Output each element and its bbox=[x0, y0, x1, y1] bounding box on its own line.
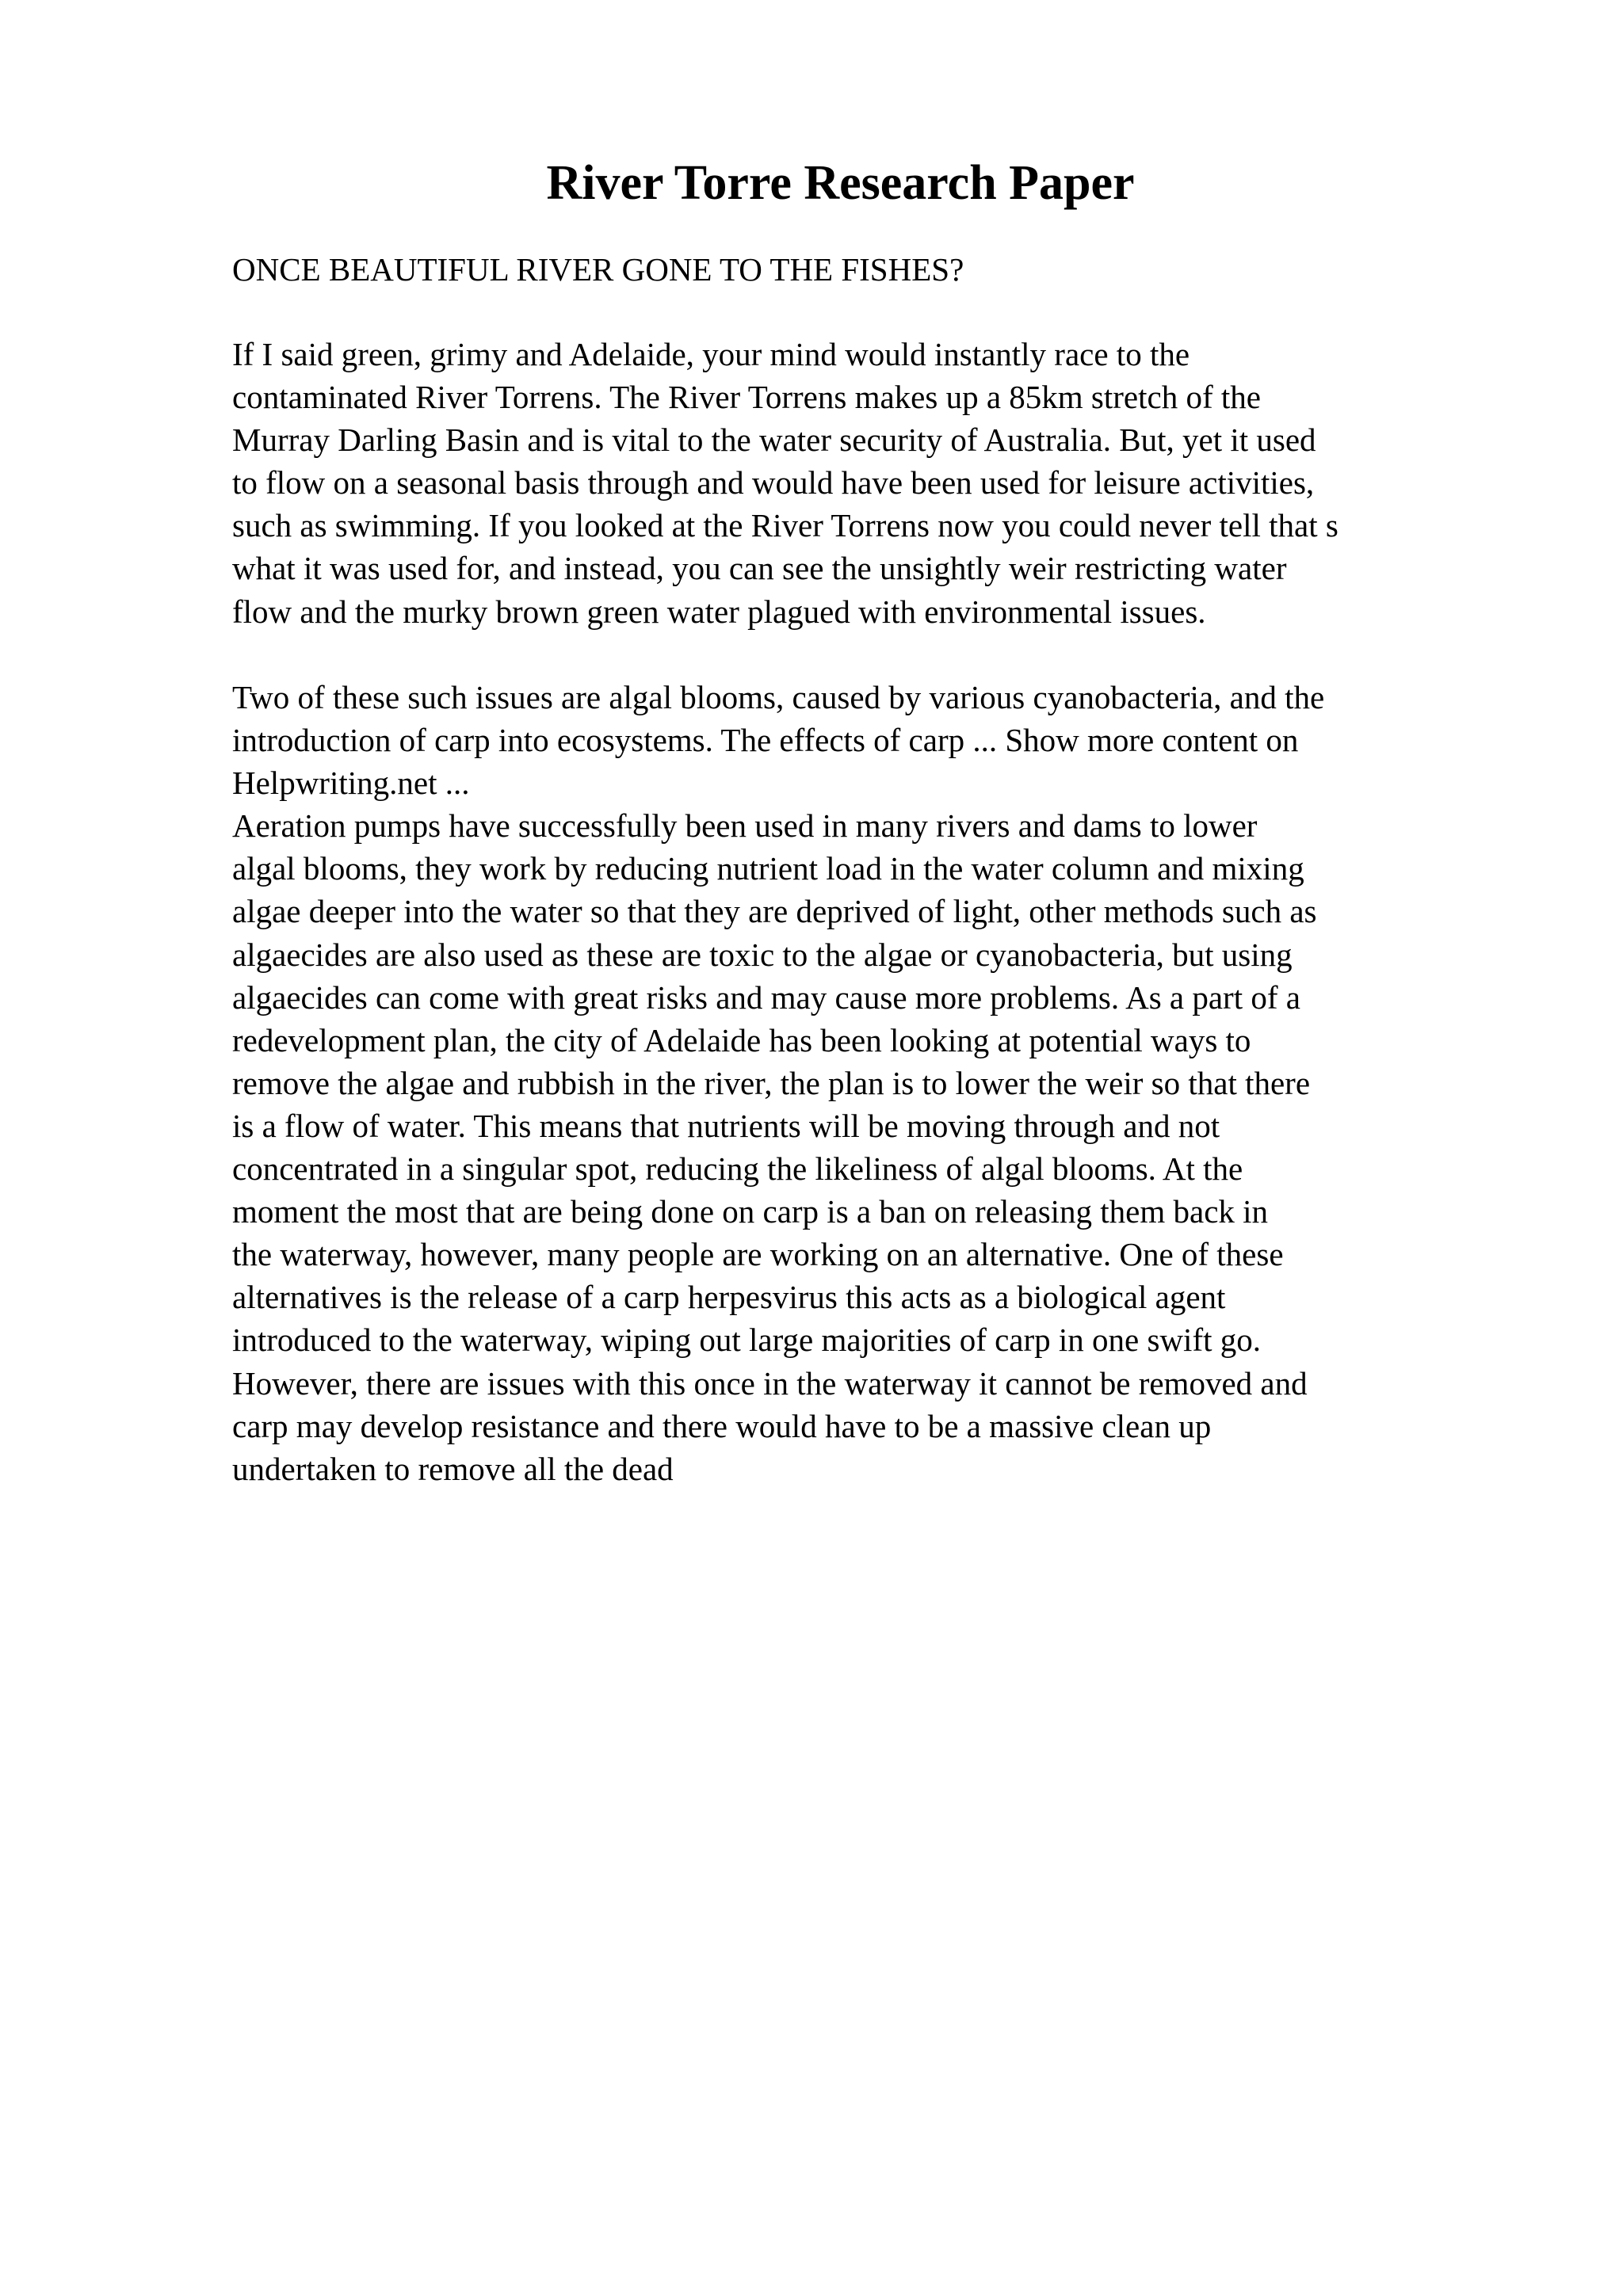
paragraph-line: redevelopment plan, the city of Adelaide has been looking at potential ways to bbox=[232, 1021, 1251, 1058]
paragraph-line: moment the most that are being done on carp is a ban on releasing them back in bbox=[232, 1193, 1269, 1230]
paragraph-line: algae deeper into the water so that they are deprived of light, other methods such as bbox=[232, 893, 1317, 930]
paragraph-line: alternatives is the release of a carp herpesvirus this acts as a biological agent bbox=[232, 1279, 1226, 1316]
paragraph-line: introduced to the waterway, wiping out large majorities of carp in one swift go. bbox=[232, 1322, 1261, 1359]
paragraph-line: remove the algae and rubbish in the river, the plan is to lower the weir so that there bbox=[232, 1064, 1311, 1101]
paragraph-line: Two of these such issues are algal blooms, caused by various cyanobacteria, and the bbox=[232, 679, 1325, 715]
paragraph-line: concentrated in a singular spot, reducing the likeliness of algal blooms. At the bbox=[232, 1150, 1243, 1188]
paragraph-line: such as swimming. If you looked at the River Torrens now you could never tell that s bbox=[232, 507, 1338, 544]
document-subtitle: ONCE BEAUTIFUL RIVER GONE TO THE FISHES? bbox=[232, 251, 964, 288]
paragraph-line: flow and the murky brown green water plagued with environmental issues. bbox=[232, 593, 1206, 630]
paragraph-2 bbox=[232, 676, 1579, 1490]
paragraph-line: the waterway, however, many people are working on an alternative. One of these bbox=[232, 1236, 1284, 1273]
paragraph-line: Murray Darling Basin and is vital to the water security of Australia. But, yet it used bbox=[232, 421, 1316, 459]
paragraph-line: algaecides are also used as these are toxic to the algae or cyanobacteria, but using bbox=[232, 936, 1293, 973]
paragraph-line: carp may develop resistance and there would have to be a massive clean up bbox=[232, 1407, 1212, 1444]
paragraph-line: to flow on a seasonal basis through and would have been used for leisure activities, bbox=[232, 464, 1315, 502]
paragraph-1 bbox=[232, 333, 1579, 633]
paragraph-line: introduction of carp into ecosystems. The effects of carp ... Show more content on bbox=[232, 722, 1299, 759]
document-title: River Torre Research Paper bbox=[546, 156, 1135, 210]
paragraph-line: If I said green, grimy and Adelaide, your mind would instantly race to the bbox=[232, 336, 1190, 372]
paragraph-line: Helpwriting.net ... bbox=[232, 765, 470, 802]
paragraph-line: algaecides can come with great risks and may cause more problems. As a part of a bbox=[232, 978, 1300, 1016]
paragraph-line: contaminated River Torrens. The River Torrens makes up a 85km stretch of the bbox=[232, 379, 1261, 416]
paragraph-line: is a flow of water. This means that nutrients will be moving through and not bbox=[232, 1107, 1220, 1144]
paragraph-line: undertaken to remove all the dead bbox=[232, 1450, 674, 1487]
paragraph-line: what it was used for, and instead, you can see the unsightly weir restricting water bbox=[232, 550, 1287, 587]
paragraph-line: algal blooms, they work by reducing nutrient load in the water column and mixing bbox=[232, 850, 1304, 887]
paragraph-line: Aeration pumps have successfully been used in many rivers and dams to lower bbox=[232, 807, 1258, 845]
paragraph-line: However, there are issues with this once in the waterway it cannot be removed and bbox=[232, 1364, 1308, 1402]
